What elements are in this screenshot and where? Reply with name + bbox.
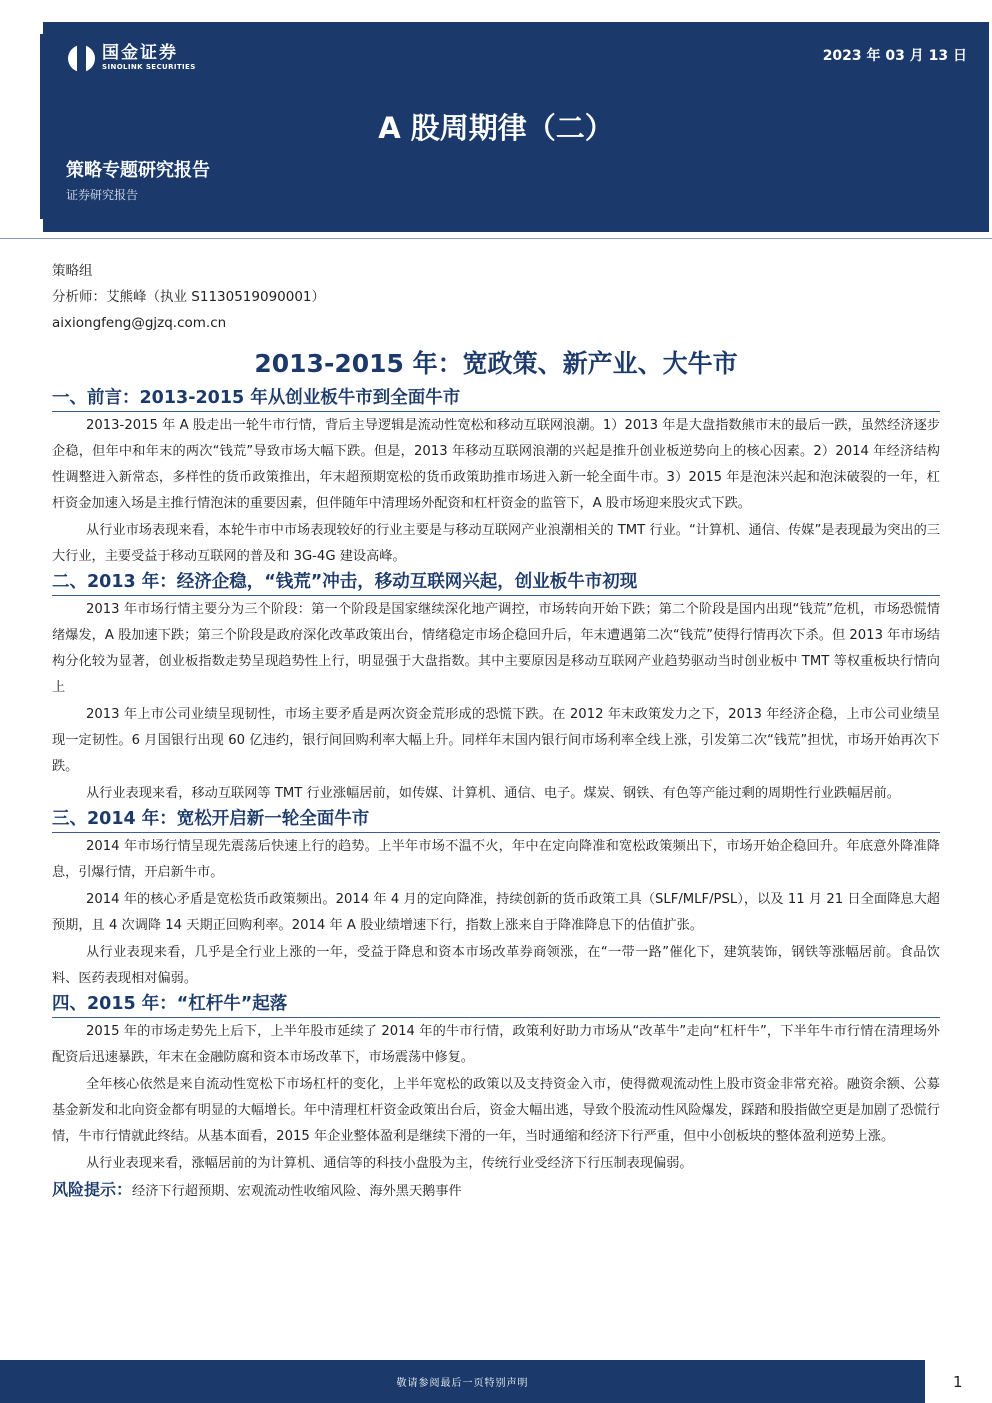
paragraph: 从行业表现来看，涨幅居前的为计算机、通信等的科技小盘股为主，传统行业受经济下行压制表现偏弱。: [86, 1156, 693, 1171]
paragraph: 全年核心依然是来自流动性宽松下市场杠杆的变化，上半年宽松的政策以及支持资金入市，使得微观流动性上股市资金非常充裕。融资余额、公募基金新发和北向资金都有明显的大幅增长。年中清理杠杆资金政策出台后，资金大幅出逃，导致个股流动性风险爆发，踩踏和股指做空更是加剧了恐慌行情，牛市行情就此终结。从基本面看，2015 年企业整体盈利是继续下滑的一年，当时通缩和经济下行严重，但中小创板块的整体盈利逆势上涨。: [52, 1077, 940, 1144]
logo-en: SINOLINK SECURITIES: [102, 63, 196, 71]
paragraph: 2014 年的核心矛盾是宽松货币政策频出。2014 年 4 月的定向降准，持续创新的货币政策工具（SLF/MLF/PSL），以及 11 月 21 日全面降息大超预期，且 4 次调降 14 天期正回购利率。2014 年 A 股业绩增速下行，指数上涨来自于降准降息下的估值扩张。: [52, 892, 940, 933]
page-number: 1: [953, 1373, 963, 1391]
report-type: 策略专题研究报告: [66, 160, 210, 181]
logo-mark-icon: [68, 45, 95, 72]
company-logo: [68, 44, 196, 72]
risk-text: 经济下行超预期、宏观流动性收缩风险、海外黑天鹅事件: [132, 1184, 462, 1199]
risk-warning: [52, 1177, 940, 1205]
section-heading: 四、2015 年：“杠杆牛”起落: [52, 992, 940, 1018]
report-body: [52, 386, 940, 1205]
author-group: 策略组: [52, 263, 93, 279]
paragraph: 2013 年市场行情主要分为三个阶段：第一个阶段是国家继续深化地产调控，市场转向开始下跌；第二个阶段是国内出现“钱荒”危机，市场恐慌情绪爆发，A 股加速下跌；第三个阶段是政府深化改革政策出台，情绪稳定市场企稳回升后，年末遭遇第二次“钱荒”使得行情再次下杀。但 2013 年市场结构分化较为显著，创业板指数走势呈现趋势性上行，明显强于大盘指数。其中主要原因是移动互联网产业趋势驱动当时创业板中 TMT 等权重板块行情向上: [52, 602, 940, 695]
report-subtype: 证券研究报告: [66, 188, 139, 202]
author-analyst: 分析师：艾熊峰（执业 S1130519090001）: [52, 289, 326, 305]
main-title: 2013-2015 年：宽政策、新产业、大牛市: [254, 349, 738, 378]
paragraph: 从行业表现来看，几乎是全行业上涨的一年，受益于降息和资本市场改革券商领涨，在“一带一路”催化下，建筑装饰，钢铁等涨幅居前。食品饮料、医药表现相对偏弱。: [52, 945, 940, 986]
paragraph: 2013-2015 年 A 股走出一轮牛市行情，背后主导逻辑是流动性宽松和移动互联网浪潮。1）2013 年是大盘指数熊市末的最后一跌，虽然经济逐步企稳，但年中和年末的两次“钱荒”导致市场大幅下跌。但是，2013 年移动互联网浪潮的兴起是推升创业板逆势向上的核心因素。2）2014 年经济结构性调整进入新常态，多样性的货币政策推出，年末超预期宽松的货币政策助推市场进入新一轮全面牛市。3）2015 年是泡沫兴起和泡沫破裂的一年，杠杆资金加速入场是主推行情泡沫的重要因素，但伴随年中清理场外配资和杠杆资金的监管下，A 股市场迎来股灾式下跌。: [52, 418, 940, 511]
report-title: A 股周期律（二）: [378, 111, 614, 145]
paragraph: 2013 年上市公司业绩呈现韧性，市场主要矛盾是两次资金荒形成的恐慌下跌。在 2012 年末政策发力之下，2013 年经济企稳，上市公司业绩呈现一定韧性。6 月国银行出现 60 亿违约，银行间回购利率大幅上升。同样年末国内银行间市场利率全线上涨，引发第二次“钱荒”担忧，市场开始再次下跌。: [52, 707, 940, 774]
paragraph: 2014 年市场行情呈现先震荡后快速上行的趋势。上半年市场不温不火，年中在定向降准和宽松政策频出下，市场开始企稳回升。年底意外降准降息，引爆行情，开启新牛市。: [52, 839, 940, 880]
paragraph: 从行业表现来看，移动互联网等 TMT 行业涨幅居前，如传媒、计算机、通信、电子。煤炭、钢铁、有色等产能过剩的周期性行业跌幅居前。: [86, 786, 900, 801]
author-block: [52, 258, 325, 336]
risk-label: 风险提示：: [52, 1180, 133, 1199]
section-heading: 二、2013 年：经济企稳，“钱荒”冲击，移动互联网兴起，创业板牛市初现: [52, 570, 940, 596]
paragraph: 2015 年的市场走势先上后下，上半年股市延续了 2014 年的牛市行情，政策利好助力市场从“改革牛”走向“杠杆牛”，下半年牛市行情在清理场外配资后迅速暴跌，年末在金融防腐和资本市场改革下，市场震荡中修复。: [52, 1024, 940, 1065]
header-divider: [0, 238, 992, 239]
report-date: 2023 年 03 月 13 日: [822, 48, 967, 64]
author-email: aixiongfeng@gjzq.com.cn: [52, 315, 227, 331]
section-heading: 三、2014 年：宽松开启新一轮全面牛市: [52, 807, 940, 833]
footer-notice: 敬请参阅最后一页特别声明: [396, 1378, 529, 1389]
logo-cn: 国金证券: [102, 43, 178, 63]
section-heading: 一、前言：2013-2015 年从创业板牛市到全面牛市: [52, 386, 940, 412]
paragraph: 从行业市场表现来看，本轮牛市中市场表现较好的行业主要是与移动互联网产业浪潮相关的 TMT 行业。“计算机、通信、传媒”是表现最为突出的三大行业，主要受益于移动互联网的普及和 3G-4G 建设高峰。: [52, 523, 940, 564]
